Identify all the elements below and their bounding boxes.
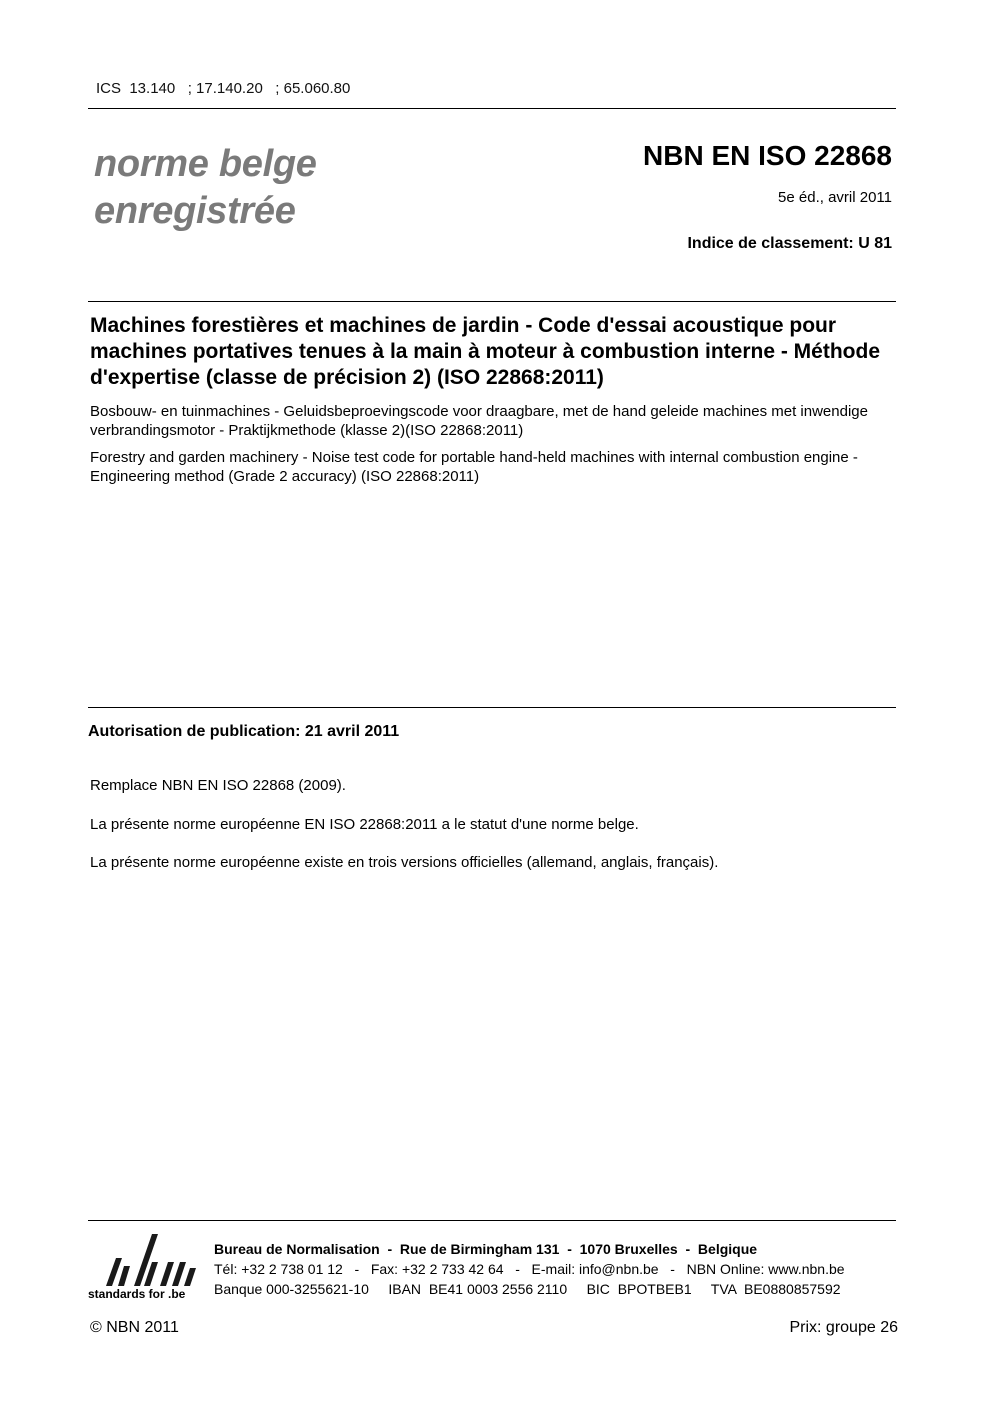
publication-authorization: Autorisation de publication: 21 avril 2011 [88,723,400,740]
ics-codes: ICS 13.140 ; 17.140.20 ; 65.060.80 [96,80,351,97]
footer-contact: Tél: +32 2 738 01 12 - Fax: +32 2 733 42 64 - E-mail: info@nbn.be - NBN Online: www.nbn.be [214,1261,845,1277]
footer-bank: Banque 000-3255621-10 IBAN BE41 0003 2556 2110 BIC BPOTBEB1 TVA BE0880857592 [214,1281,841,1297]
logo-tagline: standards for .be [88,1287,186,1301]
price-group: Prix: groupe 26 [789,1319,898,1336]
brand-line-1: norme belge [94,143,317,185]
note-replaces: Remplace NBN EN ISO 22868 (2009). [90,777,346,794]
title-divider-top [88,301,896,302]
title-dutch: Bosbouw- en tuinmachines - Geluidsbeproevingscode voor draagbare, met de hand geleide machines met inwendige verbrandingsmotor - Praktijkmethode (klasse 2)(ISO 22868:2011) [90,403,868,439]
title-divider-bottom [88,707,896,708]
note-status: La présente norme européenne EN ISO 22868:2011 a le statut d'une norme belge. [90,816,639,833]
copyright: © NBN 2011 [90,1319,179,1336]
brand-line-2: enregistrée [94,190,296,232]
footer-divider [88,1220,896,1221]
title-english: Forestry and garden machinery - Noise test code for portable hand-held machines with internal combustion engine - Engineering method (Grade 2 accuracy) (ISO 22868:2011) [90,449,858,485]
title-french: Machines forestières et machines de jardin - Code d'essai acoustique pour machines portatives tenues à la main à moteur à combustion interne - Méthode d'expertise (classe de précision 2) (ISO 22868:2011) [90,314,881,389]
header-divider [88,108,896,109]
standard-number: NBN EN ISO 22868 [643,140,892,171]
classification-index: Indice de classement: U 81 [687,235,892,252]
footer-address: Bureau de Normalisation - Rue de Birmingham 131 - 1070 Bruxelles - Belgique [214,1241,758,1257]
note-versions: La présente norme européenne existe en trois versions officielles (allemand, anglais, français). [90,854,719,871]
edition-date: 5e éd., avril 2011 [778,189,892,206]
